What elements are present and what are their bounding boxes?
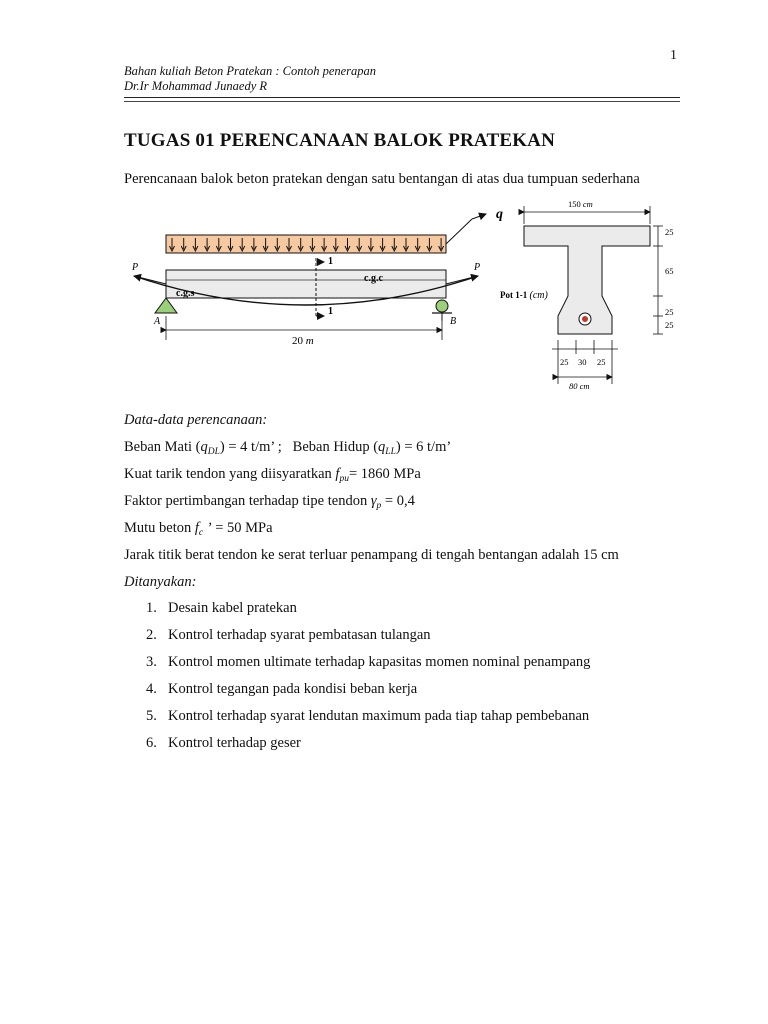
question-list [124,598,590,760]
bottom-width-label [569,381,590,391]
question-item [124,679,590,706]
header-rule-thin [124,101,680,102]
dead-load-subscript: DL [207,447,220,457]
question-number: 2. [146,627,157,643]
header-course: Bahan kuliah Beton Pratekan : Contoh penerapan [124,64,377,78]
flange-width-label [568,199,593,209]
force-label-right: P [474,262,481,273]
bottom-width-value: 80 [569,381,578,391]
concrete-grade-line [124,518,619,545]
question-item [124,598,590,625]
question-item [124,706,590,733]
cgc-label: c.g.c [364,273,383,284]
span-value: 20 [292,335,303,347]
question-text: Kontrol terhadap geser [168,735,301,751]
header-author: Dr.Ir Mohammad Junaedy R [124,79,268,93]
question-item [124,652,590,679]
question-text: Kontrol momen ultimate terhadap kapasitas momen nominal penampang [168,654,591,670]
tendon-symbol: f [335,466,340,482]
load-line [124,437,619,464]
load-leader-line [446,219,472,244]
tendon-core [582,316,588,322]
concrete-subscript: c [198,528,204,538]
running-header [124,64,376,94]
support-label-a: A [154,316,161,327]
question-item [124,733,590,760]
question-number: 6. [146,735,157,751]
page-number: 1 [670,48,677,63]
force-arrow-left [134,276,166,284]
section-cut-mark-top: 1 [328,256,333,267]
load-leader-arrow [472,214,486,219]
question-number: 1. [146,600,157,616]
tendon-value: = 1860 MPa [348,466,421,482]
flange-width-unit: cm [582,199,593,209]
live-load-subscript: LL [385,447,396,457]
dim-bottom-right: 25 [597,357,606,367]
page-title: TUGAS 01 PERENCANAAN BALOK PRATEKAN [124,130,556,151]
factor-prefix: Faktor pertimbangan terhadap tipe tendon [124,493,371,509]
support-label-b: B [450,316,457,327]
question-item [124,625,590,652]
concrete-symbol: f [194,520,199,536]
factor-subscript: p [376,501,382,511]
section-label [500,290,548,301]
intro-text: Perencanaan balok beton pratekan dengan satu bentangan di atas dua tumpuan sederhana [124,171,640,187]
question-text: Kontrol terhadap syarat lendutan maximum pada tiap tahap pembebanan [168,708,590,724]
factor-symbol: γ [370,493,377,509]
span-unit: m [305,335,314,347]
tendon-prefix: Kuat tarik tendon yang diisyaratkan [124,466,336,482]
question-number: 3. [146,654,157,670]
dead-load-value: ) = 4 t/m’ ; [219,439,282,455]
data-heading: Data-data perencanaan: [124,412,268,428]
dead-load-symbol: q [200,439,208,455]
cgs-label: c.g.s [176,288,195,299]
asked-heading: Ditanyakan: [124,574,197,590]
roller-support-b [436,300,448,312]
question-number: 4. [146,681,157,697]
dim-bottom-left: 25 [560,357,569,367]
tendon-strength-line [124,464,619,491]
factor-value: = 0,4 [381,493,415,509]
dim-haunch-height: 25 [665,307,674,317]
flange-width-value: 150 [568,199,581,209]
span-label [292,335,314,347]
section-cut-mark-bottom: 1 [328,306,333,317]
dim-bottom-middle: 30 [578,357,587,367]
force-label-left: P [132,262,139,273]
live-load-prefix: Beban Hidup ( [292,439,379,455]
concrete-prefix: Mutu beton [124,520,195,536]
beam-figure [120,192,674,397]
live-load-symbol: q [378,439,386,455]
question-text: Kontrol terhadap syarat pembatasan tulangan [168,627,431,643]
section-name: Pot 1-1 [500,290,528,300]
beam-elevation [166,270,446,298]
tendon-factor-line [124,491,619,518]
dim-flange-thickness: 25 [665,227,674,237]
bottom-width-unit: cm [579,381,590,391]
load-label: q [496,207,503,222]
question-number: 5. [146,708,157,724]
question-text: Kontrol tegangan pada kondisi beban kerja [168,681,418,697]
pin-support-a [155,298,177,313]
live-load-value: ) = 6 t/m’ [395,439,452,455]
section-unit: (cm) [529,290,548,301]
dim-web-height: 65 [665,266,674,276]
question-text: Desain kabel pratekan [168,600,297,616]
tendon-subscript: pu [339,474,349,484]
force-arrow-right [446,276,478,284]
concrete-value: = 50 MPa [211,520,273,536]
eccentricity-line: Jarak titik berat tendon ke serat terluar penampang di tengah bentangan adalah 15 cm [124,547,619,563]
dead-load-prefix: Beban Mati ( [124,439,201,455]
design-data [124,410,619,599]
header-rule-thick [124,97,680,98]
concrete-prime: ’ [203,520,212,536]
dim-bottom-height: 25 [665,320,674,330]
